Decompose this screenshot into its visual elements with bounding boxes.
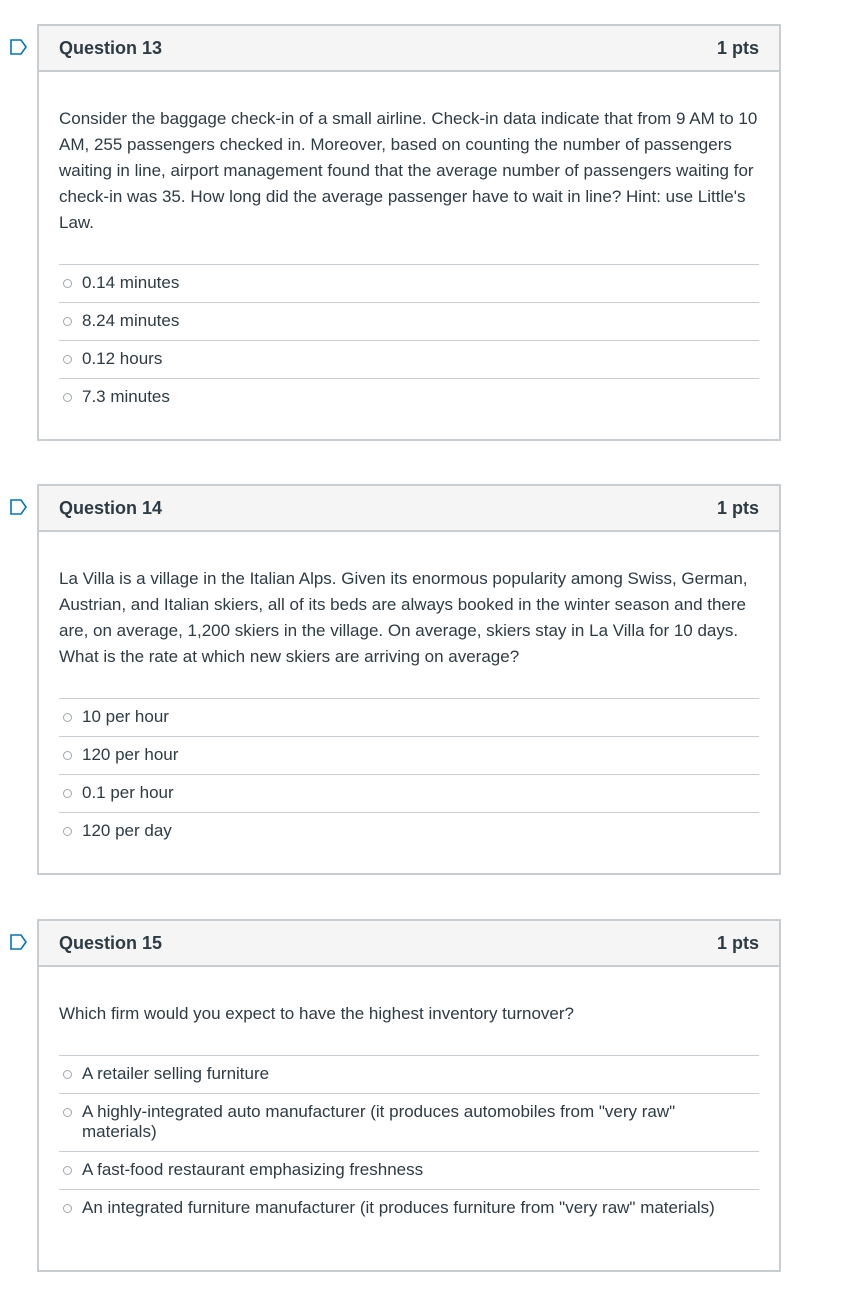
question-points: 1 pts — [716, 37, 759, 58]
answer-list — [59, 264, 759, 416]
radio-button[interactable] — [63, 393, 72, 402]
question-body — [39, 72, 779, 436]
answer-label[interactable]: 0.1 per hour — [82, 783, 174, 802]
question-header — [39, 486, 779, 532]
answer-option[interactable] — [59, 813, 759, 850]
answer-label[interactable]: 0.12 hours — [82, 349, 163, 368]
answer-option[interactable] — [59, 265, 759, 303]
flag-question-icon[interactable] — [10, 39, 28, 55]
answer-option[interactable] — [59, 775, 759, 813]
answer-label[interactable]: 10 per hour — [82, 707, 169, 726]
answer-option[interactable] — [59, 1056, 759, 1094]
answer-option[interactable] — [59, 303, 759, 341]
answer-label[interactable]: 8.24 minutes — [82, 311, 180, 330]
question-points: 1 pts — [716, 932, 759, 953]
question-card-14 — [37, 484, 781, 875]
question-points: 1 pts — [716, 497, 759, 518]
radio-button[interactable] — [63, 827, 72, 836]
question-card-15 — [37, 919, 781, 1272]
answer-label[interactable]: 0.14 minutes — [82, 273, 180, 292]
answer-label[interactable]: 120 per day — [82, 821, 172, 840]
answer-label[interactable]: 7.3 minutes — [82, 387, 170, 406]
question-header — [39, 921, 779, 967]
radio-button[interactable] — [63, 1166, 72, 1175]
answer-label[interactable]: A fast-food restaurant emphasizing freshness — [82, 1160, 424, 1179]
answer-list — [59, 698, 759, 850]
question-text: Consider the baggage check-in of a small airline. Check-in data indicate that from 9 AM to 10 AM, 255 passengers checked in. Moreover, based on counting the number of passengers waiting in line, airport management found that the average number of passengers waiting for check-in was 35. How long did the average passenger have to wait in line? Hint: use Little's Law. — [59, 109, 758, 232]
answer-option[interactable] — [59, 1094, 759, 1152]
radio-button[interactable] — [63, 713, 72, 722]
answer-label[interactable]: A retailer selling furniture — [82, 1064, 270, 1083]
radio-button[interactable] — [63, 1108, 72, 1117]
question-body — [39, 967, 779, 1247]
radio-button[interactable] — [63, 789, 72, 798]
radio-button[interactable] — [63, 355, 72, 364]
answer-label[interactable]: An integrated furniture manufacturer (it produces furniture from "very raw" materials) — [82, 1198, 715, 1217]
answer-option[interactable] — [59, 699, 759, 737]
question-title: Question 14 — [59, 497, 163, 518]
answer-option[interactable] — [59, 379, 759, 416]
answer-option[interactable] — [59, 1190, 759, 1227]
answer-option[interactable] — [59, 1152, 759, 1190]
radio-button[interactable] — [63, 1070, 72, 1079]
radio-button[interactable] — [63, 279, 72, 288]
question-body — [39, 532, 779, 870]
question-header — [39, 26, 779, 72]
answer-option[interactable] — [59, 737, 759, 775]
question-text: La Villa is a village in the Italian Alps. Given its enormous popularity among Swiss, German, Austrian, and Italian skiers, all of its beds are always booked in the winter season and there are, on average, 1,200 skiers in the village. On average, skiers stay in La Villa for 10 days. What is the rate at which new skiers are arriving on average? — [59, 569, 748, 666]
answer-list — [59, 1055, 759, 1227]
question-text: Which firm would you expect to have the highest inventory turnover? — [59, 1004, 574, 1023]
question-card-13 — [37, 24, 781, 441]
radio-button[interactable] — [63, 1204, 72, 1213]
answer-label[interactable]: 120 per hour — [82, 745, 179, 764]
flag-question-icon[interactable] — [10, 499, 28, 515]
radio-button[interactable] — [63, 751, 72, 760]
question-title: Question 13 — [59, 37, 163, 58]
question-title: Question 15 — [59, 932, 163, 953]
answer-option[interactable] — [59, 341, 759, 379]
flag-question-icon[interactable] — [10, 934, 28, 950]
radio-button[interactable] — [63, 317, 72, 326]
answer-label[interactable]: A highly-integrated auto manufacturer (it produces automobiles from "very raw" materials) — [82, 1102, 676, 1141]
